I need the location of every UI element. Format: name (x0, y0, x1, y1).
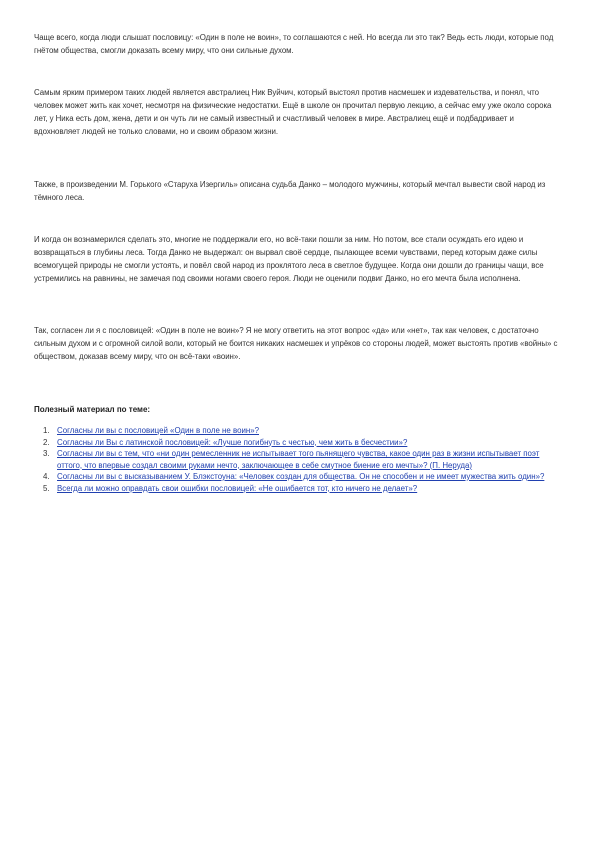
related-link-3[interactable]: Согласны ли вы с тем, что «ни один ремесленник не испытывает того пьянящего чувства, какое один раз в жизни испытывает поэт оттого, что впервые создал своими руками нечто, заключающее в себе смутное биение его мечты»? (П. Неруда) (57, 449, 540, 470)
essay-paragraph-danko-story: И когда он вознамерился сделать это, многие не поддержали его, но всё-таки пошли за ним. Но потом, все стали осуждать его идею и возвращаться в глубины леса. Тогда Данко не выдержал: он вырвал своё сердце, пылающее всеми чувствами, перед которым даже силы всемогущей природы не смогли устоять, и повёл свой народ из проклятого леса в светлое будущее. Когда они дошли до границы чащи, все устремились на равнины, не замечая под своими ногами своего героя. Люди не оценили подвиг Данко, но его мечта была исполнена. (34, 235, 544, 283)
related-link-4[interactable]: Согласны ли вы с высказыванием У. Блэкстоуна: «Человек создан для общества. Он не способен и не имеет мужества жить один»? (57, 472, 545, 481)
list-item (34, 437, 558, 449)
related-link-2[interactable]: Согласны ли Вы с латинской пословицей: «Лучше погибнуть с честью, чем жить в бесчестии»? (57, 437, 408, 447)
list-item-number: 3. (43, 449, 50, 458)
essay-paragraph-vujicic: Самым ярким примером таких людей является австралиец Ник Вуйчич, который выстоял против насмешек и издевательства, и понял, что человек может жить как хочет, несмотря на физические недостатки. Ещё в школе он прочитал первую лекцию, а сейчас ему уже около сорока лет, у Ника есть дом, жена, дети и он чуть ли не самый известный и счастливый человек в мире. Австралиец ещё и подбадривает и вдохновляет людей не только словами, но и своим образом жизни. (34, 88, 552, 136)
list-item-number: 5. (43, 483, 50, 493)
related-link-1[interactable]: Согласны ли вы с пословицей «Один в поле не воин»? (57, 426, 259, 435)
list-item (34, 425, 558, 437)
related-link-5[interactable]: Всегда ли можно оправдать свои ошибки пословицей: «Не ошибается тот, кто ничего не делает»? (57, 483, 418, 493)
related-materials-list (34, 425, 558, 494)
list-item (34, 483, 558, 495)
related-materials-heading: Полезный материал по теме: (34, 405, 151, 414)
list-item-number: 4. (43, 472, 50, 481)
essay-paragraph-intro: Чаще всего, когда люди слышат пословицу: «Один в поле не воин», то соглашаются с ней. Но всегда ли это так? Ведь есть люди, которые под гнётом общества, смогли доказать всему миру, что они сильные духом. (34, 33, 554, 55)
essay-paragraph-conclusion: Так, согласен ли я с пословицей: «Один в поле не воин»? Я не могу ответить на этот вопрос «да» или «нет», так как человек, с достаточно сильным духом и с огромной силой воли, который не боится никаких насмешек и упрёков со стороны людей, может выстоять против «войны» с обществом, доказав всему миру, что он всё-таки «воин». (34, 326, 558, 361)
essay-paragraph-danko-intro: Также, в произведении М. Горького «Старуха Изергиль» описана судьба Данко – молодого мужчины, который мечтал вывести свой народ из тёмного леса. (34, 180, 546, 202)
list-item-number: 1. (43, 426, 50, 435)
list-item-number: 2. (43, 437, 50, 447)
list-item (34, 471, 558, 483)
list-item (34, 448, 558, 471)
